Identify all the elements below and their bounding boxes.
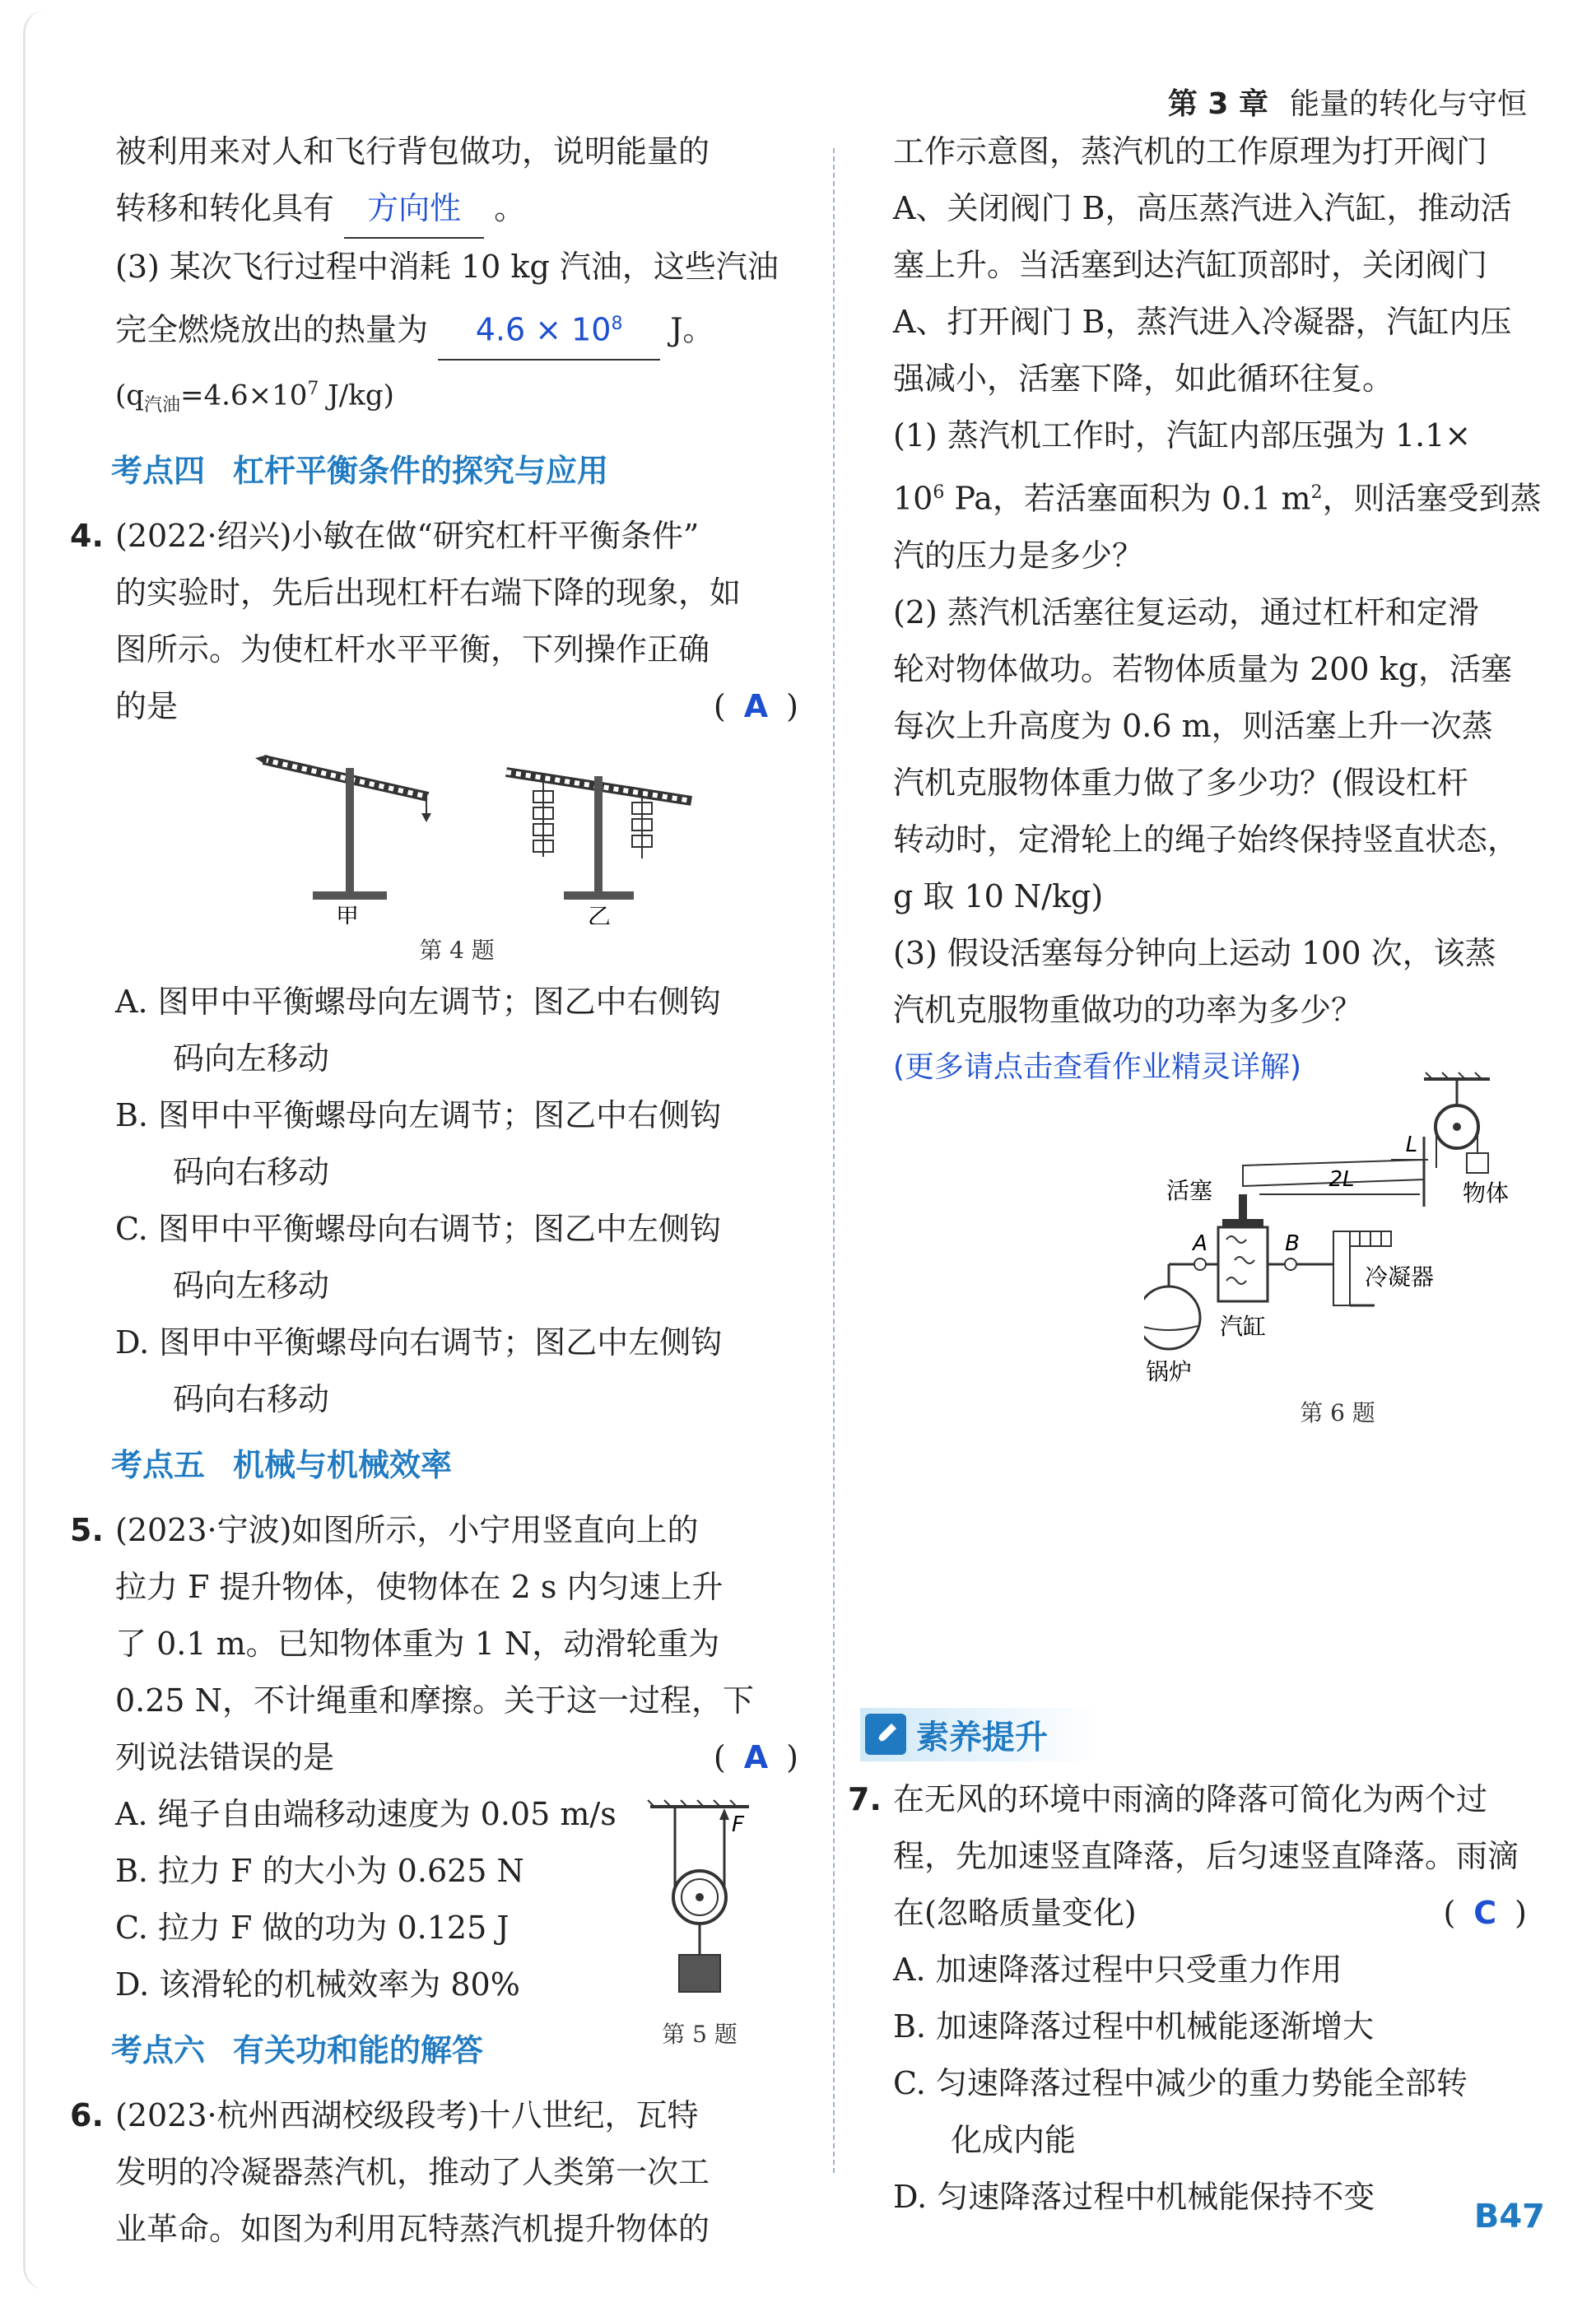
answer-choice: A [743,687,769,724]
answer-choice: A [743,1738,769,1775]
option-c: C. 匀速降落过程中减少的重力势能全部转 [893,2064,1468,2101]
option-c: C. 拉力 F 做的功为 0.125 J [115,1909,510,1946]
text-line: 转动时，定滑轮上的绳子始终保持竖直状态， [893,821,1519,858]
text-span: 在无风的环境中雨滴的降落可简化为两个过 [893,1780,1488,1817]
text-line: A、关闭阀门 B，高压蒸汽进入汽缸，推动活 [893,190,1512,226]
text-line [115,180,798,239]
text-line: 0.25 N，不计绳重和摩擦。关于这一过程，下 [115,1682,754,1719]
text-line: 拉力 F 提升物体，使物体在 2 s 内匀速上升 [115,1568,724,1605]
chapter-title: 能量的转化与守恒 [1289,87,1527,121]
superscript: 7 [307,378,319,399]
section-badge [860,1708,1097,1761]
text-span: J。 [670,311,714,348]
more-details-link[interactable]: (更多请点击查看作业精灵详解) [893,1049,1302,1084]
text-span: ，则活塞受到蒸 [1322,480,1542,517]
pulley-figure [638,1798,761,2004]
text-line [893,1885,1527,1942]
option-c-cont: 化成内能 [951,2121,1077,2158]
answer-blank: 方向性 [344,180,484,239]
question-5 [70,1502,798,2048]
text-line: 强减小，活塞下降，如此循环往复。 [893,361,1394,397]
lever-figure [115,735,798,924]
chapter-number: 第 3 章 [1167,87,1268,121]
answer-base: 4.6 × 10 [475,311,612,348]
option-d: D. 图甲中平衡螺母向右调节；图乙中左侧钩 [115,1324,723,1361]
fig-label-yi: 乙 [587,902,612,924]
section-title-5 [111,1428,798,1502]
section-name: 机械与机械效率 [233,1446,453,1483]
section-label: 考点四 [111,452,206,489]
option-d: D. 该滑轮的机械效率为 80% [115,1966,520,2003]
q4-options [115,974,798,1428]
text-line: (2) 蒸汽机活塞往复运动，通过杠杆和定滑 [893,593,1479,630]
text-line: 的实验时，先后出现杠杆右端下降的现象，如 [115,574,742,611]
section-title-4 [111,434,798,508]
lever-right [506,772,691,924]
text-line [115,1729,798,1786]
text-span: 在(忽略质量变化) [893,1894,1137,1931]
superscript: 2 [1310,482,1323,503]
label-boiler: 锅炉 [1145,1357,1193,1385]
text-span: Pa，若活塞面积为 0.1 m [944,480,1311,517]
text-line: 汽的压力是多少？ [893,537,1144,574]
page-number: B47 [1473,2198,1545,2236]
pencil-icon [865,1714,906,1755]
label-L: L [1405,1132,1418,1157]
question-number: 7. [848,1780,882,1817]
option-c-cont: 码向左移动 [173,1267,330,1304]
section-label: 考点五 [111,1446,206,1483]
text-line [70,2087,798,2144]
figure-caption-5: 第 5 题 [662,2020,738,2048]
text-line: 业革命。如图为利用瓦特蒸汽机提升物体的 [115,2210,710,2247]
label-B: B [1285,1231,1300,1256]
text-line: g 取 10 N/kg) [893,877,1104,914]
text-span: 列说法错误的是 [115,1738,335,1775]
question-number: 6. [70,2096,104,2133]
text-line [115,295,798,361]
text-span: 10 [893,480,933,517]
text-span: =4.6×10 [180,378,308,412]
text-span: 完全燃烧放出的热量为 [115,311,429,348]
text-line: (3) 假设活塞每分钟向上运动 100 次，该蒸 [893,934,1496,971]
option-b: B. 拉力 F 的大小为 0.625 N [115,1852,524,1889]
option-a: A. 绳子自由端移动速度为 0.05 m/s [115,1795,617,1832]
option-a: A. 图甲中平衡螺母向左调节；图乙中右侧钩 [115,983,721,1020]
text-line: (1) 蒸汽机工作时，汽缸内部压强为 1.1× [893,417,1472,454]
text-line: 汽机克服物体重力做了多少功？(假设杠杆 [893,764,1468,801]
answer-exp: 8 [611,314,623,334]
text-line: 每次上升高度为 0.6 m，则活塞上升一次蒸 [893,707,1493,744]
text-line [115,678,798,735]
text-line: A、打开阀门 B，蒸汽进入冷凝器，汽缸内压 [893,304,1512,340]
text-line: 被利用来对人和飞行背包做功，说明能量的 [115,133,710,170]
label-2L: 2L [1328,1166,1355,1192]
option-d: D. 匀速降落过程中机械能保持不变 [893,2178,1375,2215]
steam-engine-figure [1144,1063,1531,1392]
label-condenser: 冷凝器 [1364,1263,1435,1291]
text-span: 转移和转化具有 [115,190,335,226]
question-7 [848,1771,1527,2226]
section-name: 杠杆平衡条件的探究与应用 [233,452,609,489]
text-span: (q [115,378,145,412]
text-line: 轮对物体做功。若物体质量为 200 kg，活塞 [893,650,1513,687]
figure-caption-4: 第 4 题 [419,936,495,964]
text-line: 工作示意图，蒸汽机的工作原理为打开阀门 [893,133,1488,170]
option-d-cont: 码向右移动 [173,1380,330,1417]
text-line: 塞上升。当活塞到达汽缸顶部时，关闭阀门 [893,247,1488,283]
force-label: F [732,1812,744,1837]
text-line: 汽机克服物重做功的功率为多少？ [893,991,1363,1028]
page-header [1168,81,1527,123]
question-number: 4. [70,517,104,554]
answer-paren: ( A ) [713,687,798,724]
text-line [70,508,798,565]
column-divider [833,148,835,2173]
badge-label: 素养提升 [916,1718,1048,1756]
label-object: 物体 [1462,1179,1510,1207]
text-line: 程，先加速竖直降落，后匀速竖直降落。雨滴 [893,1837,1519,1874]
right-column [848,123,1542,2226]
option-c: C. 图甲中平衡螺母向右调节；图乙中左侧钩 [115,1210,721,1247]
text-line [893,464,1542,528]
section-label: 考点六 [111,2031,206,2068]
option-b: B. 图甲中平衡螺母向左调节；图乙中右侧钩 [115,1096,722,1133]
text-line [115,361,798,434]
subscript: 汽油 [144,394,181,416]
section-name: 有关功和能的解答 [233,2031,484,2068]
spacer [893,1428,1527,1708]
question-4 [70,508,798,735]
text-line [848,1771,1527,1828]
lever-left [255,755,431,924]
text-span: (2022·绍兴)小敏在做“研究杠杆平衡条件” [115,517,700,554]
option-a-cont: 码向左移动 [173,1040,330,1077]
question-number: 5. [70,1511,104,1548]
question-6 [70,2087,798,2258]
answer-choice: C [1473,1894,1497,1931]
answer-paren: ( A ) [713,1738,798,1775]
text-span: (2023·杭州西湖校级段考)十八世纪，瓦特 [115,2096,699,2133]
text-line: 发明的冷凝器蒸汽机，推动了人类第一次工 [115,2153,710,2190]
superscript: 6 [933,482,945,503]
text-span: J/kg) [319,378,394,412]
answer-blank [438,295,660,361]
text-line: 了 0.1 m。已知物体重为 1 N，动滑轮重为 [115,1625,720,1662]
left-column [70,123,798,2258]
option-a: A. 加速降落过程中只受重力作用 [893,1951,1342,1988]
text-span: (2023·宁波)如图所示，小宁用竖直向上的 [115,1511,699,1548]
fig-label-jia: 甲 [335,902,360,924]
text-line: 图所示。为使杠杆水平平衡，下列操作正确 [115,630,710,668]
text-span: 。 [494,190,526,226]
text-line [70,1502,798,1559]
label-A: A [1193,1231,1207,1256]
option-b: B. 加速降落过程中机械能逐渐增大 [893,2008,1375,2045]
figure-caption-6: 第 6 题 [1300,1398,1375,1426]
answer-paren: ( C ) [1443,1894,1527,1931]
text-line: (3) 某次飞行过程中消耗 10 kg 汽油，这些汽油 [115,249,779,285]
text-span: 的是 [115,687,179,724]
label-cylinder: 汽缸 [1219,1312,1267,1340]
label-piston: 活塞 [1166,1176,1213,1204]
option-b-cont: 码向右移动 [173,1153,330,1190]
